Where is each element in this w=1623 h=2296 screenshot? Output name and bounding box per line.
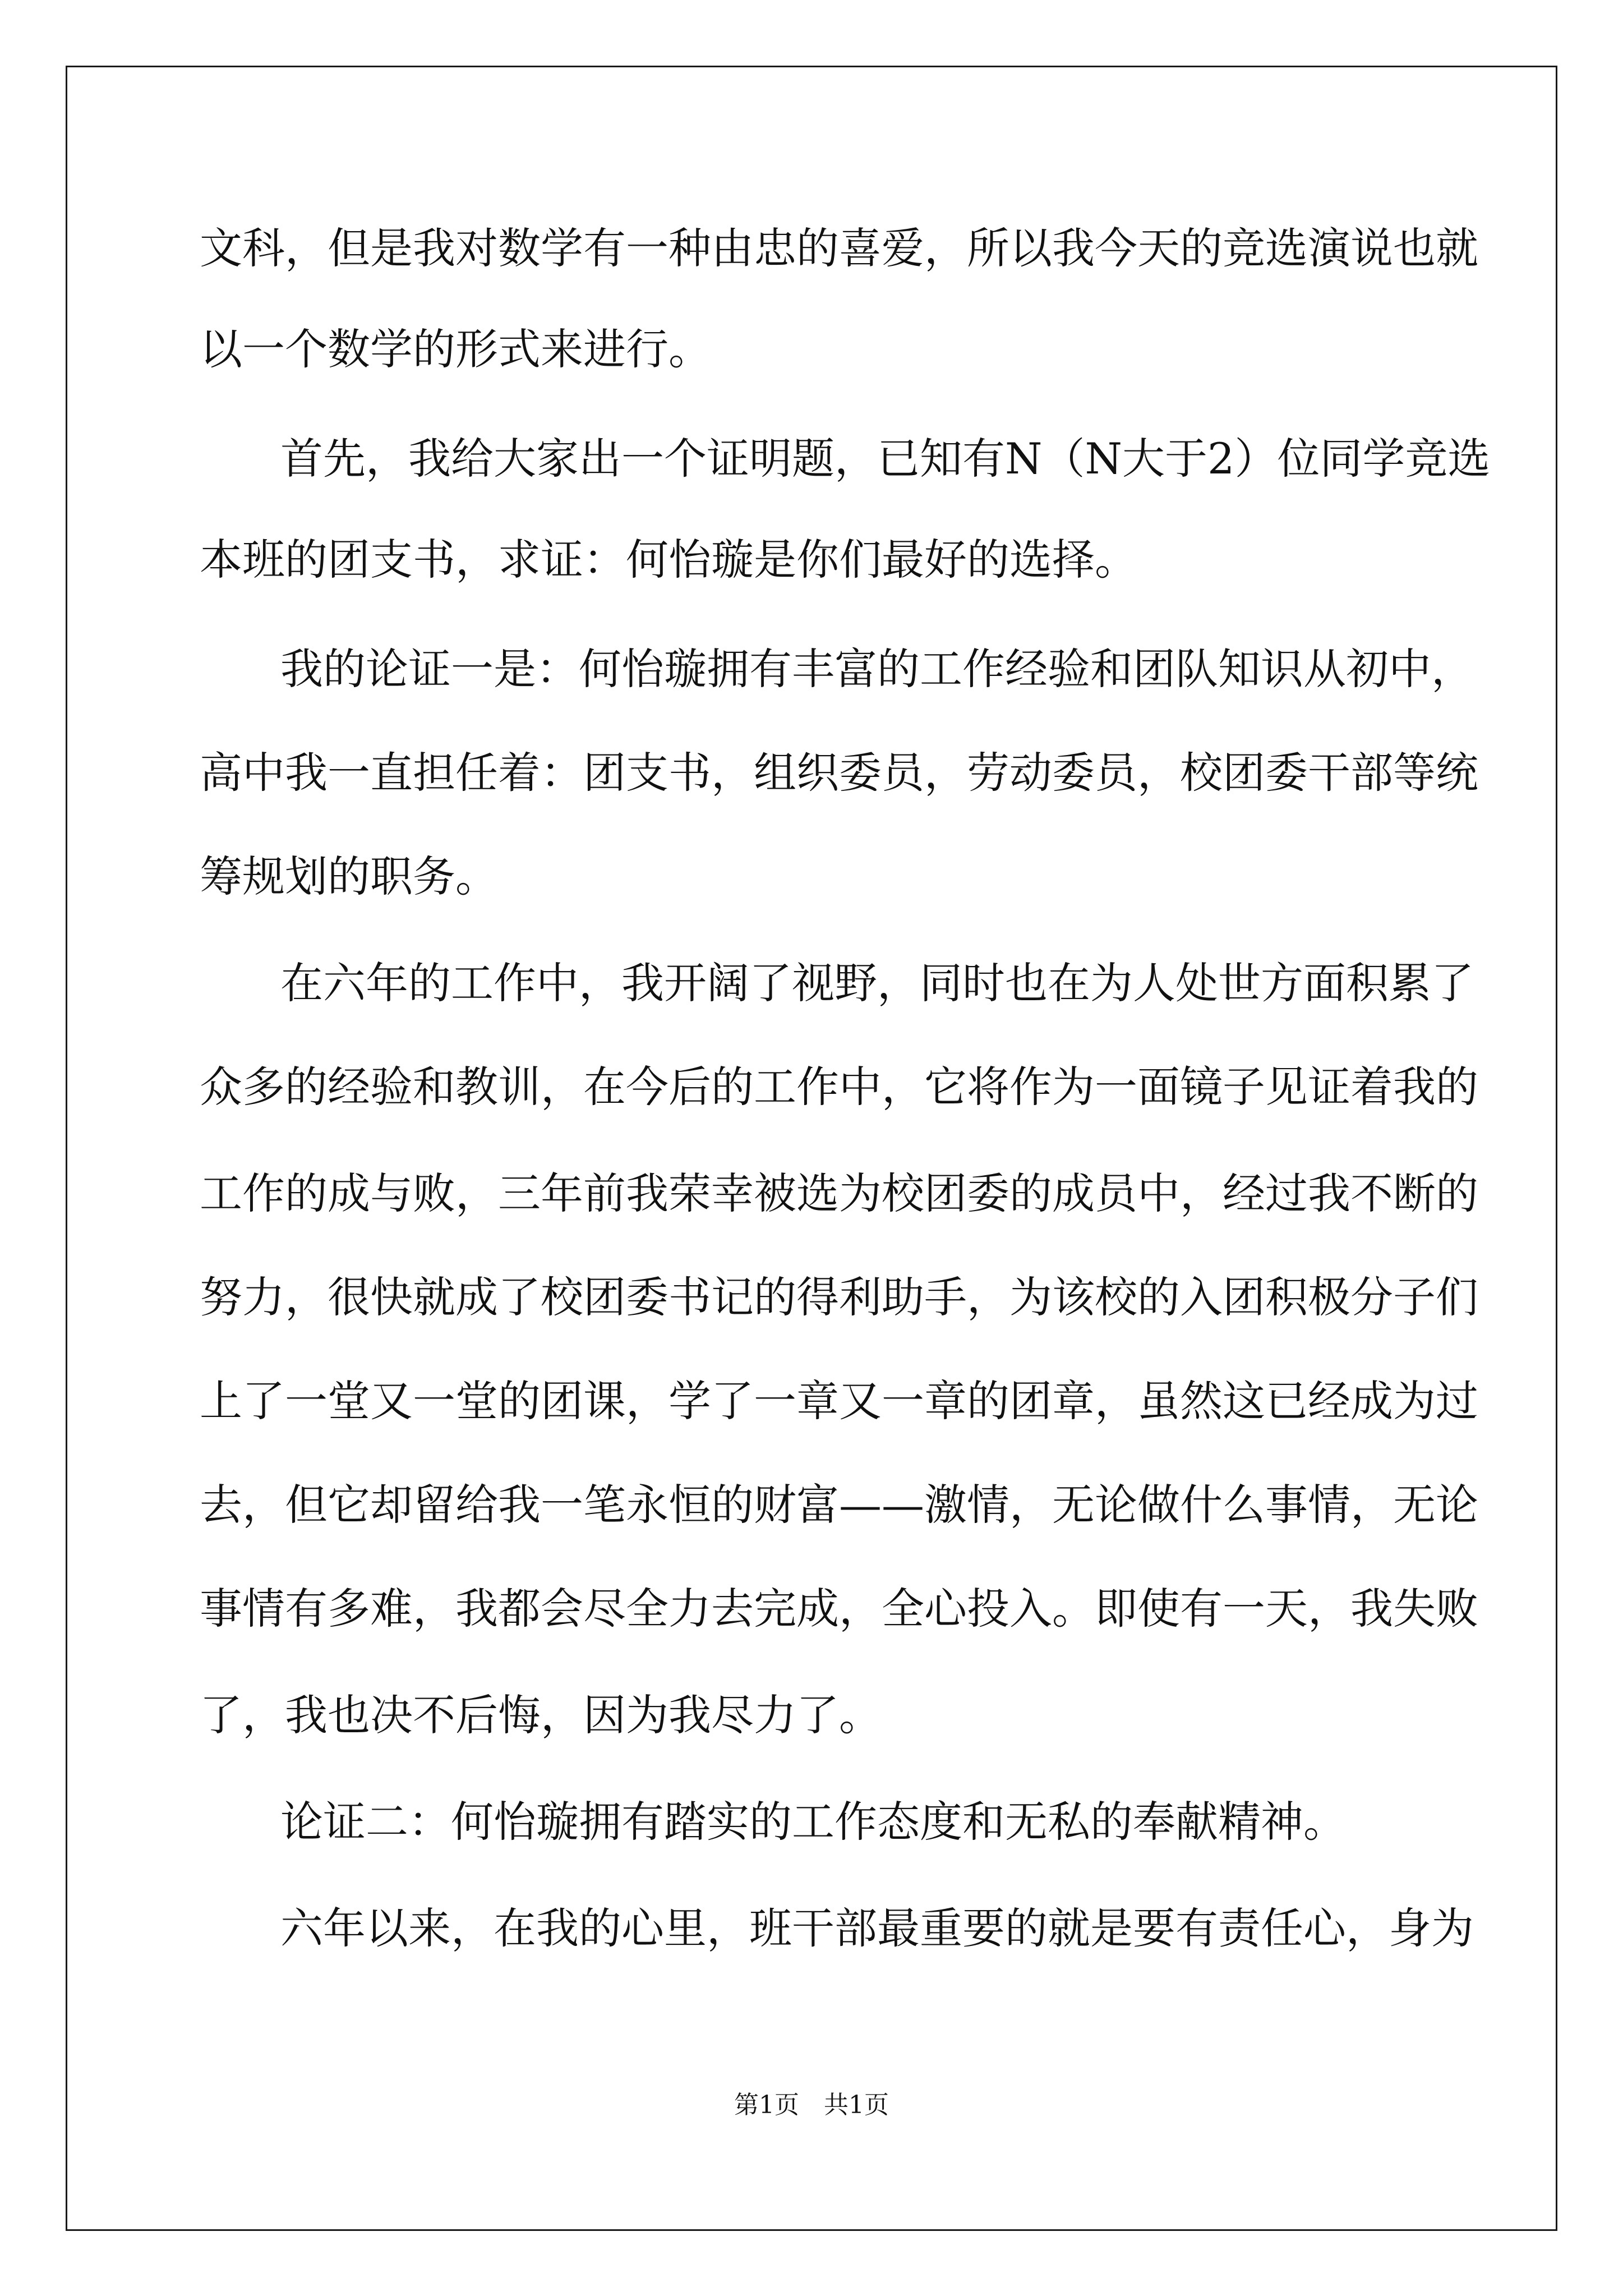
paragraph-line-16: 论证二：何怡璇拥有踏实的工作态度和无私的奉献精神。 — [280, 1797, 1346, 1847]
paragraph-line-15: 了，我也决不后悔，因为我尽力了。 — [200, 1690, 882, 1740]
paragraph-line-10: 工作的成与败，三年前我荣幸被选为校团委的成员中，经过我不断的 — [200, 1168, 1478, 1218]
paragraph-line-11: 努力，很快就成了校团委书记的得利助手，为该校的入团积极分子们 — [200, 1272, 1478, 1322]
paragraph-line-8: 在六年的工作中，我开阔了视野，同时也在为人处世方面积累了 — [280, 958, 1474, 1008]
paragraph-line-1: 文科，但是我对数学有一种由忠的喜爱，所以我今天的竞选演说也就 — [200, 223, 1478, 273]
paragraph-line-5: 我的论证一是：何怡璇拥有丰富的工作经验和团队知识从初中， — [280, 644, 1474, 694]
paragraph-line-4: 本班的团支书，求证：何怡璇是你们最好的选择。 — [200, 535, 1137, 585]
paragraph-line-12: 上了一堂又一堂的团课，学了一章又一章的团章，虽然这已经成为过 — [200, 1376, 1478, 1426]
paragraph-line-6: 高中我一直担任着：团支书，组织委员，劳动委员，校团委干部等统 — [200, 748, 1478, 798]
paragraph-line-2: 以一个数学的形式来进行。 — [200, 324, 711, 374]
paragraph-line-14: 事情有多难，我都会尽全力去完成，全心投入。即使有一天，我失败 — [200, 1584, 1478, 1634]
paragraph-line-17: 六年以来，在我的心里，班干部最重要的就是要有责任心，身为 — [280, 1903, 1474, 1953]
paragraph-line-9: 众多的经验和教训，在今后的工作中，它将作为一面镜子见证着我的 — [200, 1062, 1478, 1112]
paragraph-line-13: 去，但它却留给我一笔永恒的财富——激情，无论做什么事情，无论 — [200, 1480, 1478, 1530]
paragraph-line-7: 筹规划的职务。 — [200, 852, 498, 901]
paragraph-line-3: 首先，我给大家出一个证明题，已知有N（N大于2）位同学竞选 — [280, 434, 1491, 484]
page-number-footer: 第1页 共1页 — [734, 2091, 889, 2119]
